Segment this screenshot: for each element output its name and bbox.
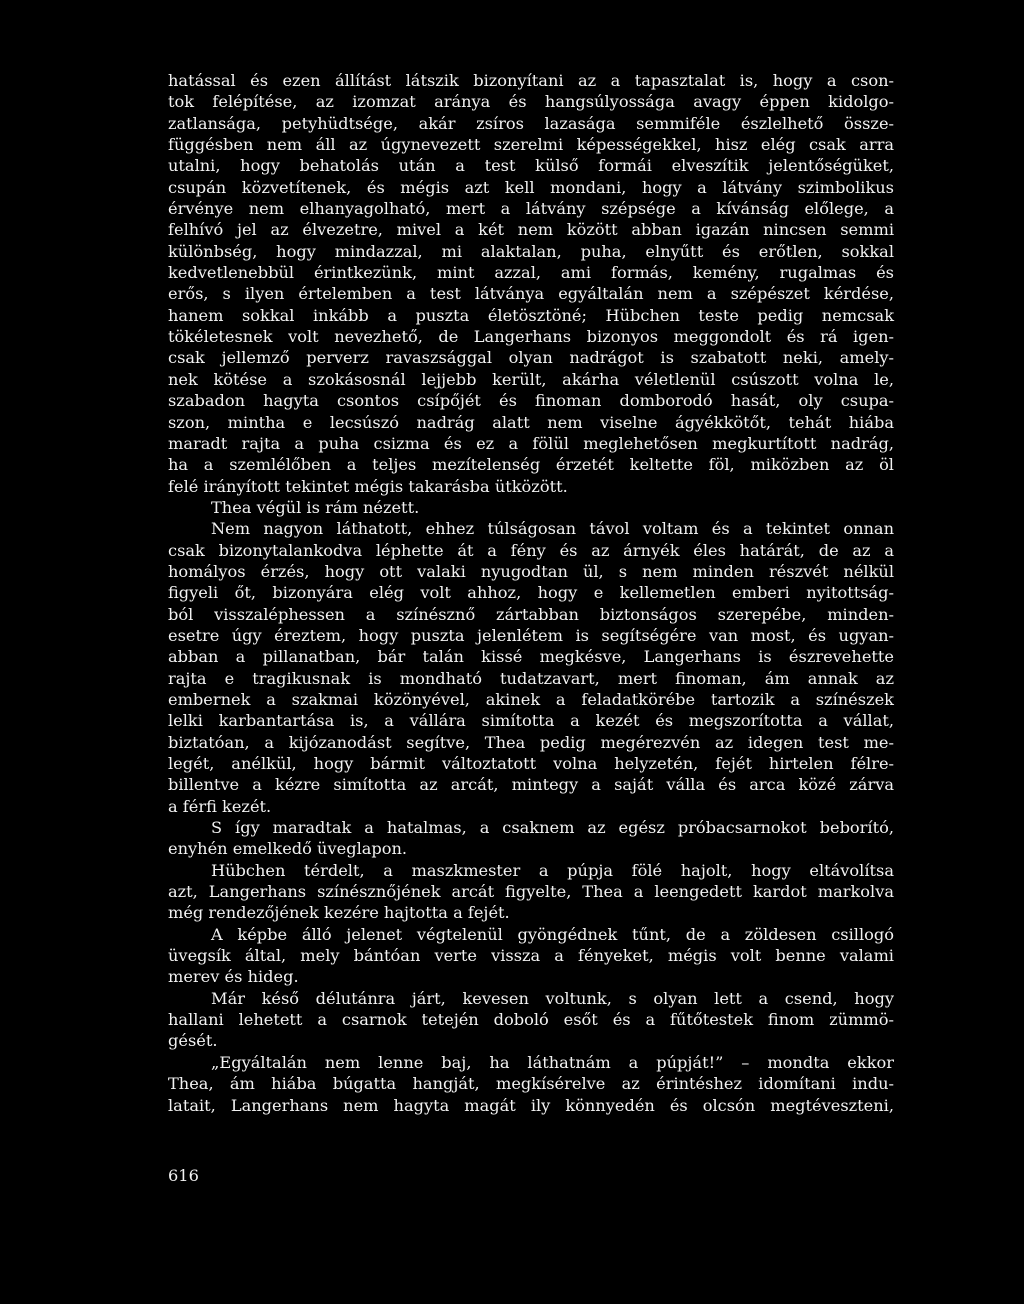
text-line: Nem nagyon láthatott, ehhez túlságosan távol voltam és a tekintet onnan [211,519,894,539]
text-line: merev és hideg. [168,967,299,987]
text-line: felé irányított tekintet mégis takarásba ütközött. [168,476,568,496]
text-line: tok felépítése, az izomzat aránya és hangsúlyossága avagy éppen kidolgo- [168,92,894,112]
text-line: hatással és ezen állítást látszik bizonyítani az a tapasztalat is, hogy a cson- [168,71,894,90]
text-line: Thea, ám hiába búgatta hangját, megkísérelve az érintéshez idomítani indu- [168,1074,894,1094]
text-line: „Egyáltalán nem lenne baj, ha láthatnám a púpját!” – mondta ekkor [211,1052,894,1072]
text-line: szon, mintha e lecsúszó nadrág alatt nem viselne ágyékkötőt, tehát hiába [168,412,894,432]
text-line: Thea végül is rám nézett. [211,497,420,517]
text-line: nek kötése a szokásosnál lejjebb került, akárha véletlenül csúszott volna le, [168,369,894,389]
text-line: hallani lehetett a csarnok tetején doboló esőt és a fűtőtestek finom zümmö- [168,1010,894,1030]
text-line: hanem sokkal inkább a puszta életösztöné; Hübchen teste pedig nemcsak [168,305,894,325]
text-line: abban a pillanatban, bár talán kissé megkésve, Langerhans is észrevehette [168,647,894,667]
text-line: enyhén emelkedő üveglapon. [168,839,408,859]
text-line: üvegsík által, mely bántóan verte vissza a fényeket, mégis volt benne valami [168,946,894,966]
text-line: homályos érzés, hogy ott valaki nyugodtan ül, s nem minden részvét nélkül [168,561,894,581]
text-line: utalni, hogy behatolás után a test külső formái elveszítik jelentőségüket, [168,156,894,176]
page-number: 616 [168,1166,199,1185]
text-line: szabadon hagyta csontos csípőjét és finoman domborodó hasát, oly csupa- [168,391,894,411]
text-line: különbség, hogy mindazzal, mi alaktalan, puha, elnyűtt és erőtlen, sokkal [168,241,894,261]
text-line: figyeli őt, bizonyára elég volt ahhoz, hogy e kellemetlen emberi nyitottság- [168,583,894,603]
text-line: tökéletesnek volt nevezhető, de Langerhans bizonyos meggondolt és rá igen- [168,327,894,347]
text-line: embernek a szakmai közönyével, akinek a feladatkörébe tartozik a színészek [168,689,894,709]
text-line: erős, s ilyen értelemben a test látványa egyáltalán nem a szépészet kérdése, [168,284,894,304]
text-line: billentve a kézre simította az arcát, mintegy a saját válla és arca közé zárva [168,775,894,795]
text-line: kedvetlenebbül érintkezünk, mint azzal, ami formás, kemény, rugalmas és [168,263,894,283]
text-line: érvénye nem elhanyagolható, mert a látvány szépsége a kívánság előlege, a [168,199,894,219]
text-line: S így maradtak a hatalmas, a csaknem az egész próbacsarnokot beborító, [211,818,894,838]
text-line: azt, Langerhans színésznőjének arcát figyelte, Thea a leengedett kardot markolva [168,882,894,902]
text-line: ha a szemlélőben a teljes mezítelenség érzetét keltette föl, miközben az öl [168,455,894,475]
text-line: Már késő délutánra járt, kevesen voltunk, s olyan lett a csend, hogy [211,988,894,1008]
text-line: csupán közvetítenek, és mégis azt kell mondani, hogy a látvány szimbolikus [168,177,894,197]
text-line: lelki karbantartása is, a vállára simította a kezét és megszorította a vállat, [168,711,894,731]
text-line: csak bizonytalankodva léphette át a fény és az árnyék éles határát, de az a [168,540,894,560]
text-line: csak jellemző perverz ravaszsággal olyan nadrágot is szabatott neki, amely- [168,348,894,368]
text-line: még rendezőjének kezére hajtotta a fejét. [168,903,510,923]
text-line: zatlansága, petyhüdtsége, akár zsíros lazasága semmiféle észlelhető össze- [168,113,894,133]
text-line: rajta e tragikusnak is mondható tudatzavart, mert finoman, ám annak az [168,668,894,688]
text-line: gését. [168,1031,218,1051]
text-line: biztatóan, a kijózanodást segítve, Thea pedig megérezvén az idegen test me- [168,732,894,752]
text-line: függésben nem áll az úgynevezett szerelmi képességekkel, hisz elég csak arra [168,135,894,155]
text-line: A képbe álló jelenet végtelenül gyöngédnek tűnt, de a zöldesen csillogó [211,924,894,944]
text-line: a férfi kezét. [168,796,272,816]
text-line: legét, anélkül, hogy bármit változtatott volna helyzetén, fejét hirtelen félre- [168,754,894,773]
text-line: Hübchen térdelt, a maszkmester a púpja fölé hajolt, hogy eltávolítsa [211,860,894,880]
text-line: felhívó jel az élvezetre, mivel a két nem között abban igazán nincsen semmi [168,220,894,240]
text-line: esetre úgy éreztem, hogy puszta jelenlétem is segítségére van most, és ugyan- [168,625,894,645]
text-line: ból visszaléphessen a színésznő zártabban biztonságos szerepébe, minden- [168,604,894,624]
body-text [168,70,894,1116]
text-line: latait, Langerhans nem hagyta magát ily könnyedén és olcsón megtéveszteni, [168,1095,894,1115]
text-line: maradt rajta a puha csizma és ez a fölül meglehetősen megkurtított nadrág, [168,433,894,453]
